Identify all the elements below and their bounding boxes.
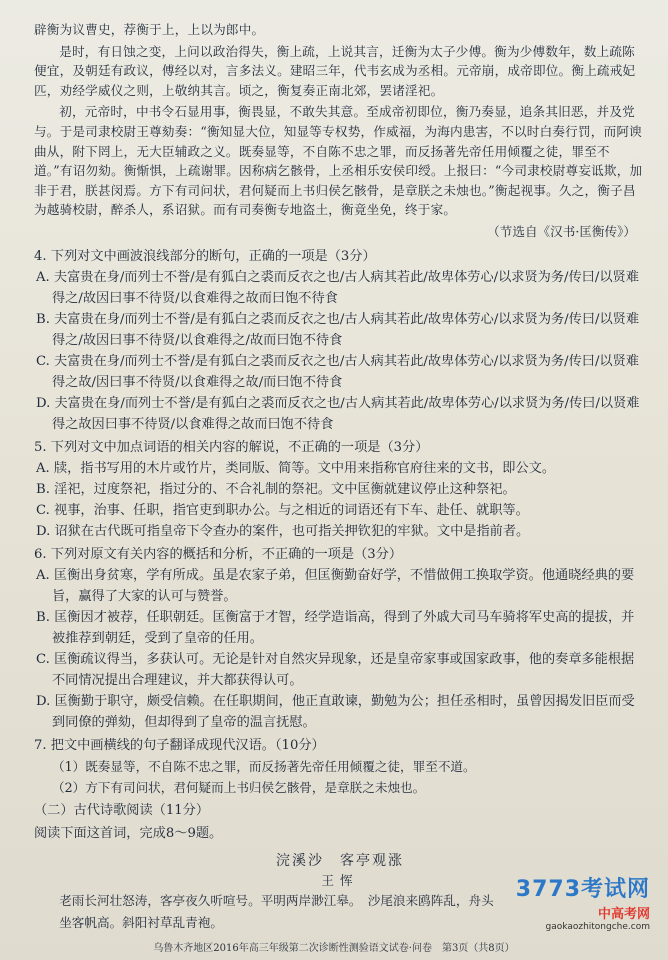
- poem-line: 坐客帆高。斜阳衬草乱青袍。: [59, 914, 223, 930]
- classical-passage: [34, 20, 646, 242]
- option-d: D. 诏狱在古代既可指皇帝下令查办的案件，也可指关押钦犯的牢狱。文中是指前者。: [36, 523, 530, 539]
- option-a: A. 牍，指书写用的木片或竹片，类同版、简等。文中用来指称官府往来的文书，即公文。: [36, 460, 556, 476]
- passage-para: 初，元帝时，中书令石显用事，衡畏显，不敢失其意。至成帝初即位，衡乃奏显，追条其旧恶，并及党与。于是司隶校尉王尊劾奏：“衡知显大位，知显等专权势，作威福，为海内患害，不以时白奏行罚，而阿谀曲从，附下罔上，无大臣辅政之义。既奏显等，不自陈不忠之罪，而反扬著先帝任用倾覆之徒，罪至不道。”有诏勿劾。衡惭惧，上疏谢罪。因称病乞骸骨，上丞相乐安侯印绶。上报曰：“今司隶校尉尊妄诋欺，加非于君，朕甚闵焉。方下有司问状，君何疑而上书归侯乞骸骨，是章朕之未烛也。”衡起视事。久之，衡子昌为越骑校尉，醉杀人，系诏狱。而有司奏衡专地盗土，衡竟坐免，终于家。: [34, 104, 643, 218]
- translation-2: （2）方下有司问状，君何疑而上书归侯乞骸骨，是章朕之未烛也。: [52, 779, 426, 795]
- option-c: C. 匡衡疏议得当，多获认可。无论是针对自然灾异现象，还是皇帝家事或国家政事，他的奏章多能根据不同情况提出合理建议，并大都获得认可。: [36, 651, 635, 688]
- section-instruction: 阅读下面这首词，完成8～9题。: [34, 825, 223, 841]
- translation-1: （1）既奏显等，不自陈不忠之罪，而反扬著先帝任用倾覆之徒，罪至不道。: [52, 758, 476, 774]
- question-5: [34, 437, 646, 542]
- site-watermark: [516, 872, 650, 932]
- option-c: C. 夫富贵在身/而列士不誉/是有狐白之裘而反衣之也/古人病其若此/故卑体劳心/以求贤为务/传曰/以贤难得之故/因曰事不待贤/以食难得之故/而曰饱不待食: [36, 353, 639, 390]
- question-stem: 6. 下列对原文有关内容的概括和分析，不正确的一项是（3分）: [34, 546, 403, 562]
- option-b: B. 淫祀，过度祭祀，指过分的、不合礼制的祭祀。文中匡衡就建议停止这种祭祀。: [36, 481, 516, 497]
- option-c: C. 视事，治事、任职，指官吏到职办公。与之相近的词语还有下车、赴任、就职等。: [36, 502, 529, 518]
- question-stem: 7. 把文中画横线的句子翻译成现代汉语。（10分）: [34, 737, 325, 753]
- poem-line-1: 老雨长河壮怒涛，客亭夜久听喧号。平明两岸渺江皋。: [59, 892, 356, 908]
- question-6: [34, 544, 646, 733]
- passage-para: 辟衡为议曹史，荐衡于上，上以为郎中。: [34, 22, 265, 37]
- question-stem: 4. 下列对文中画波浪线部分的断句，正确的一项是（3分）: [34, 248, 376, 264]
- page-footer: 乌鲁木齐地区2016年高三年级第二次诊断性测验语文试卷·问卷 第3页（共8页）: [153, 943, 515, 954]
- poem-author: 王恽: [321, 872, 359, 888]
- watermark-logo: 3773考试网: [515, 877, 650, 902]
- question-7: [34, 735, 646, 798]
- option-a: A. 匡衡出身贫寒，学有所成。虽是农家子弟，但匡衡勤奋好学，不惜做佣工换取学资。他通晓经典的要旨，赢得了大家的认可与赞誉。: [36, 567, 635, 604]
- question-4: [34, 246, 646, 435]
- option-d: D. 夫富贵在身/而列士不誉/是有狐白之裘而反衣之也/古人病其若此/故卑体劳心/以求贤为务/传曰/以贤难得之故因曰事不待贤/以食难得之故而曰饱不待食: [36, 395, 640, 432]
- option-a: A. 夫富贵在身/而列士不誉/是有狐白之裘而反衣之也/古人病其若此/故卑体劳心/以求贤为务/传曰/以贤难得之/故因曰事不待贤/以食难得之故而曰饱不待食: [36, 269, 639, 306]
- section-heading: （二）古代诗歌阅读（11分）: [34, 802, 210, 818]
- question-stem: 5. 下列对文中加点词语的相关内容的解说，不正确的一项是（3分）: [34, 439, 429, 455]
- poem-title: 浣溪沙 客亭观涨: [276, 852, 404, 869]
- passage-para: 是时，有日蚀之变，上问以政治得失，衡上疏，上说其言，迁衡为太子少傅。衡为少傅数年，数上疏陈便宜，及朝廷有政议，傅经以对，言多法义。建昭三年，代韦玄成为丞相。元帝崩，成帝即位。衡上疏戒妃匹，劝经学威仪之则，上敬纳其言。顷之，衡复奏正南北郊，罢诸淫祀。: [34, 43, 636, 98]
- option-d: D. 匡衡勤于职守，颇受信赖。在任职期间，他正直敢谏，勤勉为公；担任丞相时，虽曾因揭发旧臣而受到同僚的弹劾，但却得到了皇帝的温言抚慰。: [36, 693, 635, 730]
- passage-source: （节选自《汉书·匡衡传》）: [487, 223, 636, 239]
- option-b: B. 匡衡因才被荐，任职朝廷。匡衡富于才智，经学造诣高，得到了外戚大司马车骑将军史高的提拔，并被推荐到朝廷，受到了皇帝的任用。: [36, 609, 635, 646]
- watermark-sub: 中高考网: [597, 907, 650, 922]
- watermark-url: gaokaozhitongche.com: [545, 922, 650, 932]
- poem-line-2: 沙尾浪来鸥阵乱，舟头: [367, 892, 494, 908]
- option-b: B. 夫富贵在身/而列士不誉/是有狐白之裘而反衣之也/古人病其若此/故卑体劳心/以求贤为务/传曰/以贤难得之/故因曰事不待贤/以食难得之/故而曰饱不待食: [36, 311, 640, 348]
